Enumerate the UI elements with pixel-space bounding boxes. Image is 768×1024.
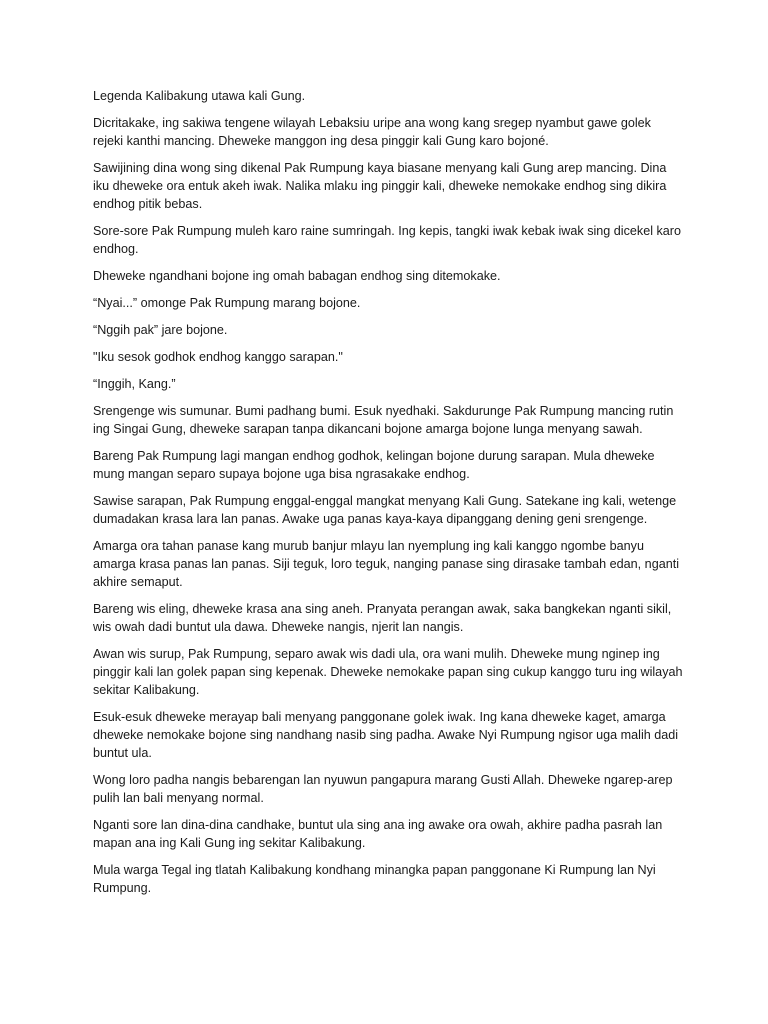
document-title: Legenda Kalibakung utawa kali Gung. — [93, 89, 306, 103]
paragraph: Bareng wis eling, dheweke krasa ana sing aneh. Pranyata perangan awak, saka bangkekan nganti sikil, wis owah dadi buntut ula dawa. Dheweke nangis, njerit lan nangis. — [93, 602, 672, 634]
paragraph: Mula warga Tegal ing tlatah Kalibakung kondhang minangka papan panggonane Ki Rumpung lan Nyi Rumpung. — [93, 863, 656, 895]
dialogue-line: "Iku sesok godhok endhog kanggo sarapan." — [93, 350, 343, 364]
paragraph: Esuk-esuk dheweke merayap bali menyang panggonane golek iwak. Ing kana dheweke kaget, amarga dheweke nemokake bojone sing nandhang nasib sing padha. Awake Nyi Rumpung ngisor uga malih dadi buntut ula. — [93, 710, 679, 760]
dialogue-line: “Nyai...” omonge Pak Rumpung marang bojone. — [93, 296, 361, 310]
paragraph: Dheweke ngandhani bojone ing omah babagan endhog sing ditemokake. — [93, 269, 501, 283]
dialogue-line: “Nggih pak” jare bojone. — [93, 323, 228, 337]
paragraph: Nganti sore lan dina-dina candhake, buntut ula sing ana ing awake ora owah, akhire padha pasrah lan mapan ana ing Kali Gung ing sekitar Kalibakung. — [93, 818, 663, 850]
paragraph: Sore-sore Pak Rumpung muleh karo raine sumringah. Ing kepis, tangki iwak kebak iwak sing dicekel karo endhog. — [93, 224, 681, 256]
paragraph: Bareng Pak Rumpung lagi mangan endhog godhok, kelingan bojone durung sarapan. Mula dheweke mung mangan separo supaya bojone uga bisa ngrasakake endhog. — [93, 449, 655, 481]
paragraph: Srengenge wis sumunar. Bumi padhang bumi. Esuk nyedhaki. Sakdurunge Pak Rumpung mancing rutin ing Singai Gung, dheweke sarapan tanpa dikancani bojone amarga bojone lunga menyang sawah. — [93, 404, 674, 436]
paragraph: Awan wis surup, Pak Rumpung, separo awak wis dadi ula, ora wani mulih. Dheweke mung nginep ing pinggir kali lan golek papan sing kepenak. Dheweke nemokake papan sing cukup kanggo turu ing wilayah sekitar Kalibakung. — [93, 647, 683, 697]
document-body — [93, 87, 683, 906]
dialogue-line: “Inggih, Kang.” — [93, 377, 176, 391]
paragraph: Amarga ora tahan panase kang murub banjur mlayu lan nyemplung ing kali kanggo ngombe banyu amarga krasa panas lan panas. Siji teguk, loro teguk, nanging panase sing dirasake tambah edan, nganti akhire semaput. — [93, 539, 679, 589]
paragraph: Dicritakake, ing sakiwa tengene wilayah Lebaksiu uripe ana wong kang sregep nyambut gawe golek rejeki kanthi mancing. Dheweke manggon ing desa pinggir kali Gung karo bojoné. — [93, 116, 651, 148]
paragraph: Wong loro padha nangis bebarengan lan nyuwun pangapura marang Gusti Allah. Dheweke ngarep-arep pulih lan bali menyang normal. — [93, 773, 673, 805]
paragraph: Sawijining dina wong sing dikenal Pak Rumpung kaya biasane menyang kali Gung arep mancing. Dina iku dheweke ora entuk akeh iwak. Nalika mlaku ing pinggir kali, dheweke nemokake endhog sing dikira endhog pitik bebas. — [93, 161, 667, 211]
paragraph: Sawise sarapan, Pak Rumpung enggal-enggal mangkat menyang Kali Gung. Satekane ing kali, wetenge dumadakan krasa lara lan panas. Awake uga panas kaya-kaya dipanggang dening geni srengenge. — [93, 494, 677, 526]
